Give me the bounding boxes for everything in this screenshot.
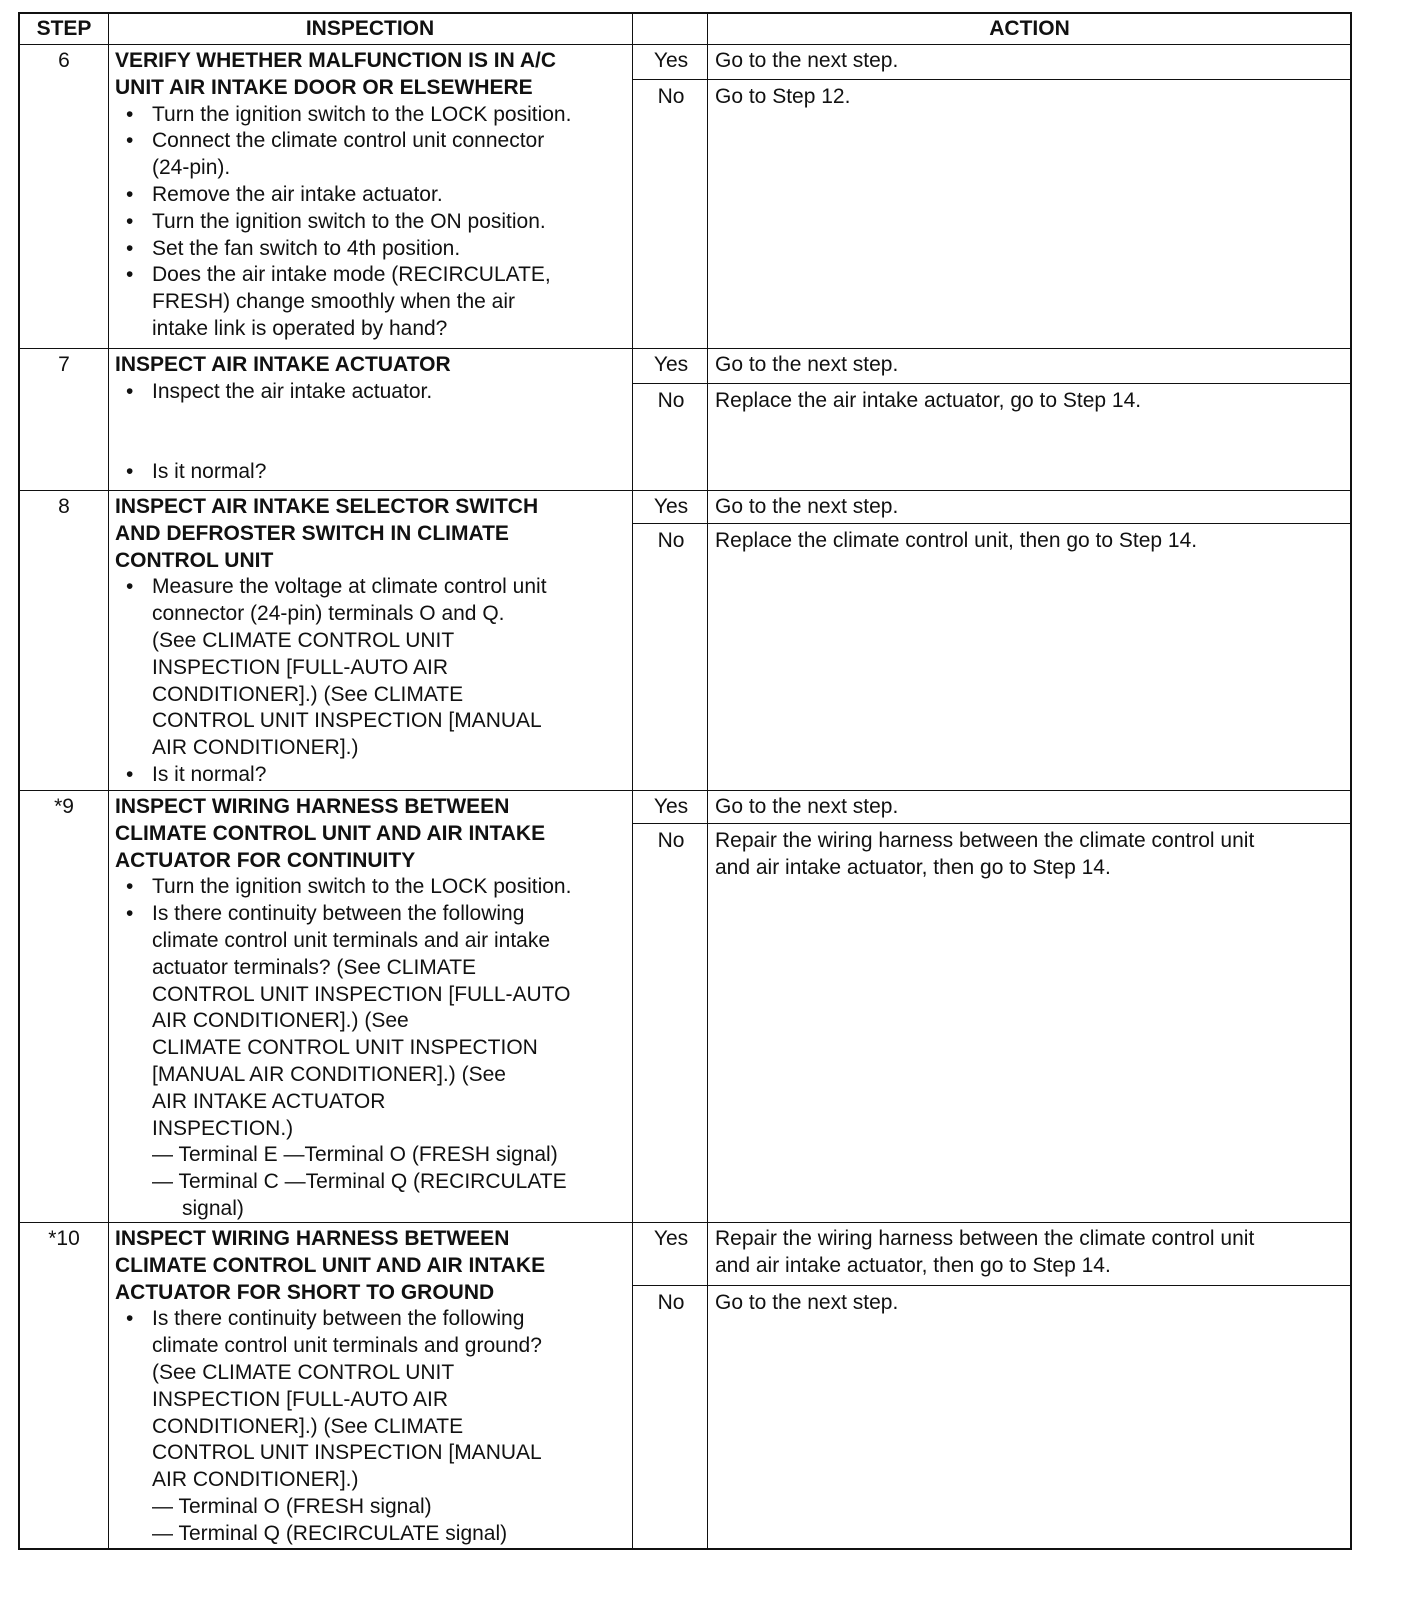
row-divider [20,490,1350,491]
step-title: INSPECT AIR INTAKE ACTUATOR [115,353,451,376]
column-divider [632,14,633,1548]
no-label: No [657,85,685,108]
yes-action: Go to the next step. [715,495,899,518]
step-title: ACTUATOR FOR SHORT TO GROUND [115,1280,495,1304]
step-number: 8 [58,495,70,518]
inspection-line: Is it normal? [152,460,267,484]
inspection-line: FRESH) change smoothly when the air [152,290,515,314]
header-action: ACTION [989,17,1070,40]
step-title: ACTUATOR FOR CONTINUITY [115,848,416,872]
no-action: and air intake actuator, then go to Step 14. [715,855,1111,879]
inspection-line: Does the air intake mode (RECIRCULATE, [152,263,551,287]
yes-action: Repair the wiring harness between the climate control unit [715,1227,1255,1250]
yes-no-divider [632,523,1350,524]
column-divider [707,14,708,1548]
inspection-line: Turn the ignition switch to the LOCK position. [152,102,572,126]
inspection-line: Turn the ignition switch to the ON position. [152,209,546,233]
step-number: 7 [58,353,70,376]
yes-no-divider [632,1285,1350,1286]
bullet-icon: • [126,875,134,899]
inspection-line: Is there continuity between the following [152,902,525,926]
step-title: AND DEFROSTER SWITCH IN CLIMATE [115,521,509,545]
bullet-icon: • [126,236,134,260]
inspection-line: CLIMATE CONTROL UNIT INSPECTION [152,1036,538,1060]
no-action: Replace the climate control unit, then go to Step 14. [715,529,1198,552]
no-action: Replace the air intake actuator, go to Step 14. [715,389,1142,412]
step-number: *10 [48,1227,80,1250]
diagnostic-table [18,12,1352,1550]
yes-label: Yes [653,1227,689,1250]
no-action: Repair the wiring harness between the climate control unit [715,829,1255,852]
step-title: UNIT AIR INTAKE DOOR OR ELSEWHERE [115,75,533,99]
yes-action: Go to the next step. [715,795,899,818]
step-title: INSPECT WIRING HARNESS BETWEEN [115,1227,510,1250]
bullet-icon: • [126,575,134,599]
yes-label: Yes [653,795,689,818]
step-title: CLIMATE CONTROL UNIT AND AIR INTAKE [115,1253,546,1277]
inspection-line: INSPECTION.) [152,1116,294,1140]
inspection-line: climate control unit terminals and air intake [152,929,551,952]
bullet-icon: • [126,102,134,126]
header-inspection: INSPECTION [305,17,435,40]
inspection-line: Turn the ignition switch to the LOCK position. [152,875,572,899]
inspection-line: Is it normal? [152,763,267,786]
no-label: No [657,829,685,852]
header-divider [20,44,1350,45]
inspection-line: — Terminal O (FRESH signal) [152,1495,432,1518]
bullet-icon: • [126,129,134,153]
inspection-line: (24-pin). [152,156,231,180]
yes-action: Go to the next step. [715,353,899,376]
inspection-line: — Terminal Q (RECIRCULATE signal) [152,1521,508,1545]
yes-no-divider [632,383,1350,384]
inspection-line: Measure the voltage at climate control unit [152,575,547,599]
no-action: Go to Step 12. [715,85,851,108]
inspection-line: Inspect the air intake actuator. [152,379,433,403]
inspection-line: CONDITIONER].) (See CLIMATE [152,682,464,706]
no-label: No [657,389,685,412]
yes-no-divider [632,79,1350,80]
inspection-line: signal) [182,1197,244,1220]
inspection-line: INSPECTION [FULL-AUTO AIR [152,655,448,679]
inspection-line: actuator terminals? (See CLIMATE [152,955,477,979]
header-step: STEP [36,17,92,40]
inspection-line: CONTROL UNIT INSPECTION [MANUAL [152,709,542,733]
bullet-icon: • [126,902,134,926]
step-title: CLIMATE CONTROL UNIT AND AIR INTAKE [115,821,546,845]
bullet-icon: • [126,1307,134,1331]
row-divider [20,1222,1350,1223]
bullet-icon: • [126,263,134,287]
inspection-line: AIR CONDITIONER].) [152,736,359,760]
inspection-line: CONTROL UNIT INSPECTION [MANUAL [152,1441,542,1465]
step-title: INSPECT AIR INTAKE SELECTOR SWITCH [115,495,539,518]
inspection-line: CONDITIONER].) (See CLIMATE [152,1414,464,1438]
step-number: *9 [54,795,74,818]
inspection-line: AIR CONDITIONER].) (See [152,1009,409,1033]
inspection-line: CONTROL UNIT INSPECTION [FULL-AUTO [152,982,571,1006]
inspection-line: connector (24-pin) terminals O and Q. [152,602,505,626]
inspection-line: (See CLIMATE CONTROL UNIT [152,1361,455,1384]
inspection-line: intake link is operated by hand? [152,317,448,340]
step-title: VERIFY WHETHER MALFUNCTION IS IN A/C [115,49,556,72]
inspection-line: Remove the air intake actuator. [152,183,443,206]
yes-action: and air intake actuator, then go to Step 14. [715,1253,1111,1277]
bullet-icon: • [126,209,134,233]
inspection-line: INSPECTION [FULL-AUTO AIR [152,1387,448,1411]
inspection-line: (See CLIMATE CONTROL UNIT [152,629,455,652]
no-action: Go to the next step. [715,1291,899,1314]
step-title: INSPECT WIRING HARNESS BETWEEN [115,795,510,818]
yes-label: Yes [653,49,689,72]
bullet-icon: • [126,183,134,206]
inspection-line: — Terminal E —Terminal O (FRESH signal) [152,1143,558,1167]
no-label: No [657,1291,685,1314]
step-title: CONTROL UNIT [115,548,274,572]
inspection-line: Connect the climate control unit connector [152,129,545,153]
inspection-line: climate control unit terminals and ground? [152,1334,542,1358]
row-divider [20,790,1350,791]
bullet-icon: • [126,763,134,786]
inspection-line: AIR CONDITIONER].) [152,1468,359,1492]
yes-label: Yes [653,495,689,518]
inspection-line: Is there continuity between the following [152,1307,525,1331]
bullet-icon: • [126,379,134,403]
bullet-icon: • [126,460,134,484]
step-number: 6 [58,49,70,72]
yes-label: Yes [653,353,689,376]
inspection-line: — Terminal C —Terminal Q (RECIRCULATE [152,1170,567,1194]
row-divider [20,348,1350,349]
yes-action: Go to the next step. [715,49,899,72]
inspection-line: AIR INTAKE ACTUATOR [152,1089,386,1113]
inspection-line: Set the fan switch to 4th position. [152,236,461,260]
inspection-line: [MANUAL AIR CONDITIONER].) (See [152,1063,506,1086]
no-label: No [657,529,685,552]
yes-no-divider [632,823,1350,824]
column-divider [108,14,109,1548]
